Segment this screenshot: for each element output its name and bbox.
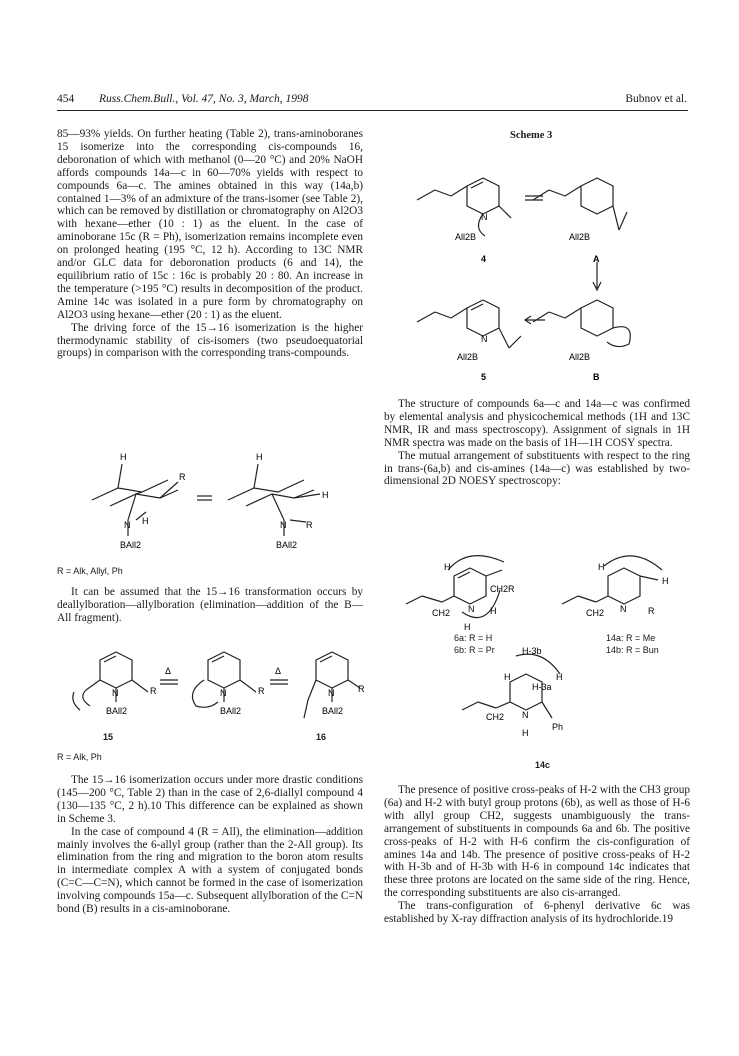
atom-label: CH2 [432,608,451,618]
heat-symbol: Δ [275,666,282,676]
right-column-top [384,398,690,488]
atom-label: R [306,520,313,530]
right-column-bottom [384,784,690,926]
scheme-3 [385,150,685,390]
left-column-mid [57,586,363,625]
left-column-bottom [57,774,363,916]
atom-label: BAll2 [106,706,128,716]
atom-label: H [142,516,149,526]
atom-label: R [150,686,157,696]
paragraph: 85—93% yields. On further heating (Table 2), trans-aminoboranes 15 isomerize into the corresponding cis-compounds 16, deboronation of which with methanol (0—20 °C) and 20% NaOH affords compounds 14a—c in 60—70% yields with respect to compounds 6a—c. The amines obtained in this way (14a,b) contained 1—3% of an admixture of the trans-isomer (see Table 2), which can be removed by distillation or chromatography on Al2O3 with hexane—ether (10 : 1) as the eluent. In the case of aminoborane 15c (R = Ph), isomerization remains incomplete even on prolonged heating (195 °C, 12 h). According to 13C NMR and/or GLC data for deboronation products (6 and 14), the equilibrium ratio of 15c : 16c is probably 20 : 80. An increase in the temperature (>195 °C) results in decomposition of the product. Amine 14c was isolated in a pure form by chromatography on Al2O3 using hexane—ether (20 : 1) as the eluent. [57,128,363,321]
atom-label: H-3a [532,682,552,692]
compound-label: 14c [535,760,551,770]
atom-label: All2B [569,232,591,242]
paragraph: The 15→16 isomerization occurs under more drastic conditions (145—200 °C, Table 2) than in the case of 2,6-diallyl compound 4 (130—135 °C, 2 h).10 This difference can be explained as shown in Scheme 3. [57,774,363,825]
atom-label: All2B [569,352,591,362]
compound-caption: 6a: R = H [454,633,493,643]
atom-label: N [124,520,131,530]
atom-label: Ph [552,722,564,732]
atom-label: All2B [455,232,477,242]
atom-label: H [598,562,605,572]
compound-label: 5 [481,372,487,382]
isomerization-figure [80,436,360,556]
paragraph: It can be assumed that the 15→16 transformation occurs by deallylboration—allylboration (elimination—addition of the B—All fragment). [57,586,363,624]
compound-label: 15 [103,732,114,742]
left-column-top [57,128,363,360]
compound-label: 16 [316,732,327,742]
paragraph: The presence of positive cross-peaks of H-2 with the CH3 group (6a) and H-2 with butyl group protons (6b), as well as those of H-6 with allyl group CH2, suggests unambiguously the trans-arrangement of substituents in compounds 6a and 6b. The positive cross-peaks of H-2 with H-6 confirm the cis-configuration of amines 14a and 14b. The presence of positive cross-peaks of H-2 with H-3b and of H-3b with H-6 in compound 14c indicates that these three protons are located on the same side of the ring. Hence, the corresponding substituents are also cis-arranged. [384,784,690,900]
header-rule [57,110,688,111]
atom-label: H [662,576,669,586]
atom-label: H [556,672,563,682]
atom-label: R [179,472,186,482]
page-number: 454 [57,93,75,105]
compound-label: B [593,372,600,382]
atom-label: N [220,688,227,698]
atom-label: H [504,672,511,682]
atom-label: H [522,728,529,738]
atom-label: H [490,606,497,616]
heat-symbol: Δ [165,666,172,676]
atom-label: BAll2 [322,706,344,716]
authors: Bubnov et al. [625,93,687,105]
atom-label: BAll2 [220,706,242,716]
atom-label: CH2 [486,712,505,722]
atom-label: BAll2 [276,540,298,550]
noesy-figure [392,540,692,770]
atom-label: R [258,686,265,696]
paragraph: The mutual arrangement of substituents with respect to the ring in trans-(6a,b) and cis-amines (14a—c) was established by two-dimensional 2D NOESY spectroscopy: [384,449,690,488]
atom-label: H [444,562,451,572]
atom-label: N [481,334,488,344]
atom-label: N [481,212,488,222]
atom-label: N [112,688,119,698]
atom-label: N [328,688,335,698]
atom-label: H [464,622,471,632]
compound-label: A [593,254,600,264]
journal-title: Russ.Chem.Bull., Vol. 47, No. 3, March, 1998 [99,93,309,105]
atom-label: BAll2 [120,540,142,550]
figure-caption: R = Alk, Ph [57,752,102,762]
paragraph: The driving force of the 15→16 isomerization is the higher thermodynamic stability of cis-isomers (two pseudoequatorial groups) in comparison with the corresponding trans-compounds. [57,321,363,360]
paragraph: The structure of compounds 6a—c and 14a—c was confirmed by elemental analysis and physicochemical methods (1H and 13C NMR, IR and mass spectroscopy). Assignment of signals in 1H NMR spectra was made on the basis of 1H—1H COSY spectra. [384,398,690,449]
deallylboration-figure [60,640,370,740]
atom-label: H [120,452,127,462]
paragraph: The trans-configuration of 6-phenyl derivative 6c was established by X-ray diffraction analysis of its hydrochloride.19 [384,900,690,926]
atom-label: H [322,490,329,500]
figure-caption: R = Alk, Allyl, Ph [57,566,123,576]
atom-label: N [522,710,529,720]
compound-caption: 14a: R = Me [606,633,656,643]
atom-label: All2B [457,352,479,362]
atom-label: N [620,604,627,614]
atom-label: H-3b [522,646,542,656]
atom-label: N [468,604,475,614]
atom-label: CH2 [586,608,605,618]
paragraph: In the case of compound 4 (R = All), the elimination—addition mainly involves the 6-allyl group (rather than the 2-All group). Its elimination from the ring and migration to the boron atom results in intermediate complex A with a system of conjugated bonds (C=C—C=N), which cannot be formed in the case of isomerization involving compounds 15a—c. Subsequent allylboration of the C=N bond (B) results in a cis-aminoborane. [57,825,363,916]
atom-label: N [280,520,287,530]
compound-label: 4 [481,254,487,264]
scheme-title: Scheme 3 [510,130,553,141]
atom-label: R [648,606,655,616]
atom-label: R [358,684,365,694]
compound-caption: 6b: R = Pr [454,645,495,655]
atom-label: CH2R [490,584,515,594]
compound-caption: 14b: R = Bun [606,645,659,655]
atom-label: H [256,452,263,462]
